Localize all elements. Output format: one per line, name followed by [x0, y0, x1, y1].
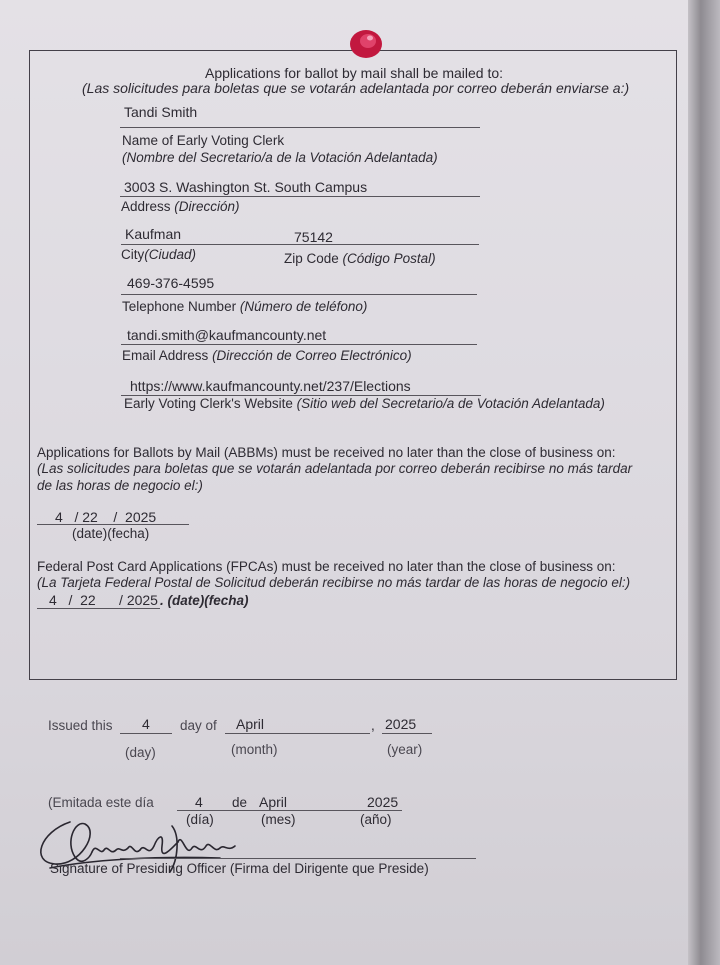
issued-day-value: 4: [142, 716, 150, 732]
signature-label: Signature of Presiding Officer (Firma del Dirigente que Preside): [50, 861, 429, 876]
abbm-date-line: [37, 524, 189, 525]
address-label: Address (Dirección): [121, 199, 240, 214]
zip-value: 75142: [294, 229, 333, 245]
zip-label: Zip Code (Código Postal): [284, 251, 436, 266]
push-pin-icon: [347, 24, 385, 62]
issued-year-line: [382, 733, 432, 734]
issued-es-line: [177, 810, 402, 811]
issued-prefix: Issued this: [48, 718, 113, 733]
email-value: tandi.smith@kaufmancounty.net: [127, 327, 327, 343]
page-edge-shadow: [688, 0, 720, 965]
dia-label: (día): [186, 812, 214, 827]
issued-de: de: [232, 795, 248, 810]
abbm-date-value: 4 / 22 / 2025: [55, 509, 157, 525]
clerk-name-value: Tandi Smith: [124, 104, 198, 120]
issued-month-es-value: April: [259, 794, 288, 810]
fpca-date-value: 4 / 22 / 2025: [37, 592, 160, 609]
phone-value: 469-376-4595: [127, 275, 215, 291]
abbm-date-label: (date)(fecha): [72, 526, 150, 541]
header-title-es: (Las solicitudes para boletas que se votarán adelantada por correo deberán enviarse a:): [82, 80, 630, 96]
fpca-deadline-text-es: (La Tarjeta Federal Postal de Solicitud deberán recibirse no más tardar de las horas de negocio el:): [37, 575, 631, 590]
fpca-date: 4 / 22 / 2025 . (date)(fecha): [37, 592, 248, 609]
address-line: [120, 196, 480, 197]
issued-year-es-value: 2025: [367, 794, 399, 810]
website-label: Early Voting Clerk's Website (Sitio web del Secretario/a de Votación Adelantada): [124, 396, 605, 411]
email-line: [121, 344, 477, 345]
issued-day-of: day of: [180, 718, 217, 733]
fpca-deadline-text: Federal Post Card Applications (FPCAs) must be received no later than the close of business on:: [37, 559, 616, 574]
issued-day-label: (day): [125, 745, 156, 760]
clerk-name-label: Name of Early Voting Clerk: [122, 133, 285, 148]
mes-label: (mes): [261, 812, 296, 827]
clerk-name-line: [120, 127, 480, 128]
ano-label: (año): [360, 812, 392, 827]
issued-day-es-value: 4: [195, 794, 203, 810]
issued-day-line: [120, 733, 172, 734]
issued-year-value: 2025: [385, 716, 417, 732]
issued-month-value: April: [236, 716, 265, 732]
abbm-deadline-text-es-2: de las horas de negocio el:): [37, 478, 203, 493]
city-label: City(Ciudad): [121, 247, 197, 262]
clerk-name-label-es: (Nombre del Secretario/a de la Votación Adelantada): [122, 150, 438, 165]
signature-line: [120, 858, 476, 859]
website-value: https://www.kaufmancounty.net/237/Elections: [130, 378, 411, 394]
phone-label: Telephone Number (Número de teléfono): [122, 299, 368, 314]
header-title: Applications for ballot by mail shall be mailed to:: [205, 65, 504, 81]
city-value: Kaufman: [125, 226, 182, 242]
issued-prefix-es: (Emitada este día: [48, 795, 154, 810]
abbm-deadline-text-es: (Las solicitudes para boletas que se votarán adelantada por correo deberán recibirse no más tardar: [37, 461, 633, 476]
phone-line: [121, 294, 477, 295]
issued-month-line: [225, 733, 370, 734]
email-label: Email Address (Dirección de Correo Electrónico): [122, 348, 412, 363]
issued-month-label: (month): [231, 742, 278, 757]
city-zip-line: [121, 244, 479, 245]
address-value: 3003 S. Washington St. South Campus: [124, 179, 368, 195]
issued-year-label: (year): [387, 742, 423, 757]
abbm-deadline-text: Applications for Ballots by Mail (ABBMs) must be received no later than the close of business on:: [37, 445, 616, 460]
issued-comma: ,: [371, 718, 375, 733]
